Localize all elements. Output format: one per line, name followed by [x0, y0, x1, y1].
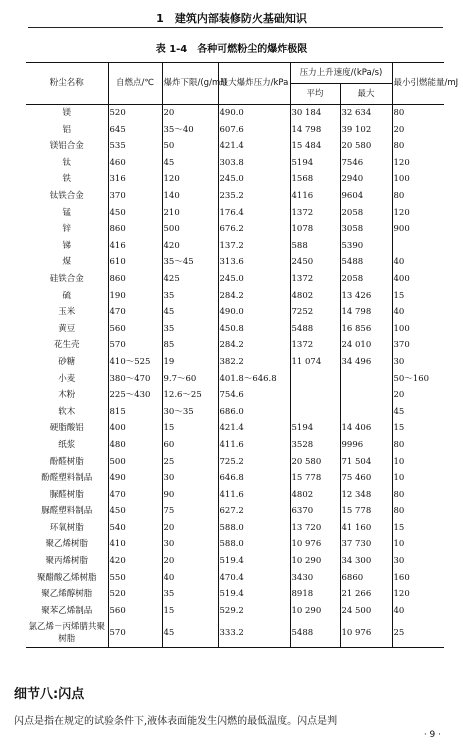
- table-row: [26, 205, 444, 222]
- cell-max: 7546: [340, 155, 392, 172]
- cell-avg: 4116: [290, 188, 340, 205]
- cell-ignition: 560: [108, 603, 162, 620]
- cell-pressure: 627.2: [218, 503, 290, 520]
- cell-lower: 40: [162, 570, 218, 587]
- cell-max: 5488: [340, 254, 392, 271]
- cell-pressure: 421.4: [218, 138, 290, 155]
- cell-max: 20 580: [340, 138, 392, 155]
- cell-avg: 5194: [290, 155, 340, 172]
- table-row: [26, 536, 444, 553]
- cell-energy: 20: [392, 387, 444, 404]
- cell-name: 纸浆: [58, 439, 76, 450]
- cell-lower: 45: [162, 155, 218, 172]
- cell-energy: 45: [392, 404, 444, 421]
- table-row: [26, 105, 444, 122]
- cell-max: 2058: [340, 205, 392, 222]
- table-row: [26, 221, 444, 238]
- table-row: [26, 387, 444, 404]
- cell-ignition: 540: [108, 520, 162, 537]
- cell-ignition: 520: [108, 586, 162, 603]
- cell-pressure: 490.0: [218, 105, 290, 122]
- cell-lower: 420: [162, 238, 218, 255]
- cell-avg: 10 976: [290, 536, 340, 553]
- cell-energy: 80: [392, 437, 444, 454]
- cell-max: 71 504: [340, 453, 392, 470]
- cell-pressure: 235.2: [218, 188, 290, 205]
- cell-max: 9604: [340, 188, 392, 205]
- cell-pressure: 754.6: [218, 387, 290, 404]
- cell-max: 24 500: [340, 603, 392, 620]
- cell-avg: 8918: [290, 586, 340, 603]
- table-row: [26, 570, 444, 587]
- col-header-rise-avg: 平均: [290, 84, 340, 105]
- cell-pressure: 588.0: [218, 536, 290, 553]
- table-row: [26, 138, 444, 155]
- cell-lower: 35～40: [162, 122, 218, 139]
- table-row: [26, 171, 444, 188]
- table-row: [26, 122, 444, 139]
- table-row: [26, 288, 444, 305]
- cell-lower: 19: [162, 354, 218, 371]
- table-row: [26, 420, 444, 437]
- cell-energy: 100: [392, 321, 444, 338]
- cell-lower: 140: [162, 188, 218, 205]
- table-row: [26, 371, 444, 388]
- cell-avg: 30 184: [290, 105, 340, 122]
- cell-avg: [290, 387, 340, 404]
- cell-lower: 60: [162, 437, 218, 454]
- table-row: [26, 586, 444, 603]
- col-header-rise-rate: 压力上升速度/(kPa/s): [290, 63, 392, 84]
- cell-max: 21 266: [340, 586, 392, 603]
- cell-max: 3058: [340, 221, 392, 238]
- cell-pressure: 646.8: [218, 470, 290, 487]
- cell-energy: 40: [392, 254, 444, 271]
- cell-max: 13 426: [340, 288, 392, 305]
- cell-max: 6860: [340, 570, 392, 587]
- cell-max: 14 798: [340, 304, 392, 321]
- cell-lower: 30～35: [162, 404, 218, 421]
- cell-avg: 7252: [290, 304, 340, 321]
- cell-ignition: 190: [108, 288, 162, 305]
- cell-name: 脲醛塑料制品: [41, 506, 93, 517]
- cell-ignition: 410～525: [108, 354, 162, 371]
- cell-lower: 50: [162, 138, 218, 155]
- cell-avg: 11 074: [290, 354, 340, 371]
- cell-max: 12 348: [340, 487, 392, 504]
- table-row: [26, 337, 444, 354]
- cell-pressure: 490.0: [218, 304, 290, 321]
- cell-name: 酚醛树脂: [49, 456, 84, 467]
- cell-max: 34 300: [340, 553, 392, 570]
- cell-ignition: 410: [108, 536, 162, 553]
- cell-energy: 10: [392, 470, 444, 487]
- section-title: 细节八:闪点: [14, 687, 85, 702]
- table-row: [26, 520, 444, 537]
- cell-avg: 10 290: [290, 603, 340, 620]
- cell-pressure: 607.6: [218, 122, 290, 139]
- cell-name: 锰: [62, 207, 71, 218]
- cell-pressure: 382.2: [218, 354, 290, 371]
- cell-avg: 13 720: [290, 520, 340, 537]
- cell-ignition: 500: [108, 453, 162, 470]
- cell-avg: 15 484: [290, 138, 340, 155]
- header-rule: [28, 27, 443, 28]
- cell-ignition: 480: [108, 437, 162, 454]
- cell-ignition: 610: [108, 254, 162, 271]
- cell-name: 钛: [62, 157, 71, 168]
- cell-lower: 35～45: [162, 254, 218, 271]
- cell-lower: 20: [162, 553, 218, 570]
- cell-ignition: 416: [108, 238, 162, 255]
- col-header-min-energy: 最小引燃能量/mJ: [392, 63, 444, 105]
- table-row: [26, 271, 444, 288]
- cell-avg: 588: [290, 238, 340, 255]
- cell-max: 2940: [340, 171, 392, 188]
- cell-energy: 370: [392, 337, 444, 354]
- cell-pressure: 725.2: [218, 453, 290, 470]
- cell-name: 脲醛树脂: [49, 489, 84, 500]
- cell-energy: 20: [392, 122, 444, 139]
- cell-energy: 15: [392, 420, 444, 437]
- body-paragraph: 闪点是指在规定的试验条件下,液体表面能发生闪燃的最低温度。闪点是判: [14, 716, 338, 727]
- cell-pressure: 519.4: [218, 586, 290, 603]
- cell-ignition: 535: [108, 138, 162, 155]
- cell-max: 9996: [340, 437, 392, 454]
- cell-ignition: 470: [108, 487, 162, 504]
- cell-ignition: 420: [108, 553, 162, 570]
- cell-pressure: 245.0: [218, 171, 290, 188]
- cell-ignition: 316: [108, 171, 162, 188]
- cell-energy: 80: [392, 503, 444, 520]
- col-header-lower-limit: 爆炸下限/(g/m³): [162, 63, 218, 105]
- cell-lower: 15: [162, 420, 218, 437]
- cell-pressure: 303.8: [218, 155, 290, 172]
- cell-name: 软木: [58, 406, 76, 417]
- cell-energy: 40: [392, 603, 444, 620]
- table-body: [26, 105, 444, 648]
- cell-energy: 30: [392, 354, 444, 371]
- cell-energy: 50～160: [392, 371, 444, 388]
- cell-pressure: 470.4: [218, 570, 290, 587]
- col-header-ignition: 自燃点/℃: [108, 63, 162, 105]
- dust-explosion-table: [26, 62, 459, 648]
- cell-avg: 14 798: [290, 122, 340, 139]
- cell-name: 铝: [62, 124, 71, 135]
- cell-energy: 30: [392, 553, 444, 570]
- cell-avg: 1372: [290, 271, 340, 288]
- cell-avg: 5488: [290, 321, 340, 338]
- cell-max: 32 634: [340, 105, 392, 122]
- col-header-name: 粉尘名称: [26, 63, 108, 105]
- cell-avg: [290, 371, 340, 388]
- cell-avg: 6370: [290, 503, 340, 520]
- cell-avg: 20 580: [290, 453, 340, 470]
- cell-lower: 210: [162, 205, 218, 222]
- cell-energy: 40: [392, 304, 444, 321]
- col-header-max-pressure: 最大爆炸压力/kPa: [218, 63, 290, 105]
- cell-name: 聚丙烯树脂: [45, 556, 88, 567]
- cell-ignition: 450: [108, 205, 162, 222]
- cell-max: 37 730: [340, 536, 392, 553]
- cell-ignition: 560: [108, 321, 162, 338]
- cell-avg: 10 290: [290, 553, 340, 570]
- col-header-rise-max: 最大: [340, 84, 392, 105]
- cell-ignition: 645: [108, 122, 162, 139]
- cell-pressure: 284.2: [218, 288, 290, 305]
- cell-lower: 25: [162, 453, 218, 470]
- cell-avg: 5488: [290, 619, 340, 648]
- cell-pressure: 137.2: [218, 238, 290, 255]
- cell-pressure: 686.0: [218, 404, 290, 421]
- table-row: [26, 437, 444, 454]
- cell-pressure: 450.8: [218, 321, 290, 338]
- cell-max: 34 496: [340, 354, 392, 371]
- cell-ignition: 520: [108, 105, 162, 122]
- cell-lower: 35: [162, 586, 218, 603]
- cell-energy: 80: [392, 487, 444, 504]
- table-row: [26, 321, 444, 338]
- cell-ignition: 460: [108, 155, 162, 172]
- cell-name: 锑: [62, 240, 71, 251]
- cell-avg: 2450: [290, 254, 340, 271]
- cell-name: 花生壳: [53, 340, 80, 351]
- cell-energy: 120: [392, 205, 444, 222]
- cell-max: [340, 371, 392, 388]
- cell-lower: 500: [162, 221, 218, 238]
- cell-lower: 75: [162, 503, 218, 520]
- table-row: [26, 603, 444, 620]
- cell-energy: 120: [392, 586, 444, 603]
- cell-pressure: 401.8～646.8: [218, 371, 290, 388]
- cell-lower: 9.7～60: [162, 371, 218, 388]
- cell-energy: 10: [392, 536, 444, 553]
- table-row: [26, 254, 444, 271]
- cell-name: 铁: [62, 174, 71, 185]
- cell-pressure: 313.6: [218, 254, 290, 271]
- cell-lower: 45: [162, 304, 218, 321]
- cell-max: 2058: [340, 271, 392, 288]
- cell-name: 聚醋酸乙烯树脂: [36, 572, 97, 583]
- cell-ignition: 380～470: [108, 371, 162, 388]
- cell-name: 煤: [62, 257, 71, 268]
- cell-ignition: 570: [108, 337, 162, 354]
- cell-avg: [290, 404, 340, 421]
- cell-pressure: 588.0: [218, 520, 290, 537]
- cell-ignition: 490: [108, 470, 162, 487]
- cell-pressure: 421.4: [218, 420, 290, 437]
- cell-pressure: 284.2: [218, 337, 290, 354]
- cell-pressure: 245.0: [218, 271, 290, 288]
- cell-energy: 160: [392, 570, 444, 587]
- cell-pressure: 676.2: [218, 221, 290, 238]
- cell-max: 5390: [340, 238, 392, 255]
- cell-energy: 80: [392, 105, 444, 122]
- table-row: [26, 155, 444, 172]
- cell-name: 钛铁合金: [49, 191, 84, 202]
- cell-max: [340, 387, 392, 404]
- cell-avg: 3528: [290, 437, 340, 454]
- cell-name: 聚乙烯树脂: [45, 539, 88, 550]
- cell-max: 14 406: [340, 420, 392, 437]
- cell-ignition: 370: [108, 188, 162, 205]
- cell-ignition: 570: [108, 619, 162, 648]
- table-row: [26, 188, 444, 205]
- cell-ignition: 450: [108, 503, 162, 520]
- cell-lower: 20: [162, 105, 218, 122]
- cell-lower: 425: [162, 271, 218, 288]
- cell-name: 硬脂酸铝: [49, 423, 84, 434]
- cell-pressure: 411.6: [218, 437, 290, 454]
- page-number: · 9 ·: [423, 730, 441, 740]
- cell-energy: [392, 238, 444, 255]
- cell-avg: 1568: [290, 171, 340, 188]
- cell-avg: 5194: [290, 420, 340, 437]
- cell-max: [340, 404, 392, 421]
- cell-name: 砂糖: [58, 356, 76, 367]
- cell-avg: 4802: [290, 288, 340, 305]
- cell-pressure: 519.4: [218, 553, 290, 570]
- cell-ignition: 550: [108, 570, 162, 587]
- cell-name: 硫: [62, 290, 71, 301]
- cell-energy: 25: [392, 619, 444, 648]
- cell-max: 15 778: [340, 503, 392, 520]
- cell-lower: 35: [162, 288, 218, 305]
- cell-ignition: 225～430: [108, 387, 162, 404]
- cell-name: 酚醛塑料制品: [41, 473, 93, 484]
- cell-pressure: 176.4: [218, 205, 290, 222]
- table-row: [26, 238, 444, 255]
- cell-energy: 100: [392, 171, 444, 188]
- cell-pressure: 529.2: [218, 603, 290, 620]
- cell-max: 41 160: [340, 520, 392, 537]
- table-row: [26, 503, 444, 520]
- table-row: [26, 470, 444, 487]
- cell-lower: 85: [162, 337, 218, 354]
- cell-name: 环氧树脂: [49, 522, 84, 533]
- cell-avg: 1078: [290, 221, 340, 238]
- table-row: [26, 453, 444, 470]
- cell-lower: 90: [162, 487, 218, 504]
- cell-name: 氯乙烯－丙烯腈共聚树脂: [26, 619, 108, 648]
- cell-name: 玉米: [58, 307, 76, 318]
- cell-name: 聚乙烯醇树脂: [41, 589, 93, 600]
- running-header: 1 建筑内部装修防火基础知识: [156, 12, 307, 25]
- table-row: [26, 354, 444, 371]
- table-row: [26, 619, 444, 648]
- cell-energy: 900: [392, 221, 444, 238]
- cell-max: 39 102: [340, 122, 392, 139]
- cell-max: 16 856: [340, 321, 392, 338]
- cell-avg: 1372: [290, 337, 340, 354]
- cell-name: 小麦: [58, 373, 76, 384]
- cell-lower: 30: [162, 536, 218, 553]
- table-row: [26, 553, 444, 570]
- cell-ignition: 860: [108, 271, 162, 288]
- cell-energy: 400: [392, 271, 444, 288]
- table-row: [26, 404, 444, 421]
- table-row: [26, 304, 444, 321]
- cell-name: 镁铝合金: [49, 141, 84, 152]
- cell-name: 镁: [62, 108, 71, 119]
- cell-max: 75 460: [340, 470, 392, 487]
- cell-max: 10 976: [340, 619, 392, 648]
- cell-max: 24 010: [340, 337, 392, 354]
- cell-lower: 35: [162, 321, 218, 338]
- cell-ignition: 400: [108, 420, 162, 437]
- table-title: 表 1-4 各种可燃粉尘的爆炸极限: [155, 44, 308, 55]
- cell-ignition: 470: [108, 304, 162, 321]
- cell-lower: 12.6～25: [162, 387, 218, 404]
- cell-name: 锌: [62, 224, 71, 235]
- cell-avg: 4802: [290, 487, 340, 504]
- cell-energy: 80: [392, 188, 444, 205]
- cell-avg: 3430: [290, 570, 340, 587]
- cell-name: 黄豆: [58, 323, 76, 334]
- cell-avg: 15 778: [290, 470, 340, 487]
- cell-energy: 15: [392, 288, 444, 305]
- table-row: [26, 487, 444, 504]
- cell-pressure: 333.2: [218, 619, 290, 648]
- cell-name: 木粉: [58, 390, 76, 401]
- cell-ignition: 860: [108, 221, 162, 238]
- cell-energy: 120: [392, 155, 444, 172]
- cell-lower: 15: [162, 603, 218, 620]
- cell-ignition: 815: [108, 404, 162, 421]
- cell-pressure: 411.6: [218, 487, 290, 504]
- cell-lower: 20: [162, 520, 218, 537]
- cell-name: 硅铁合金: [49, 273, 84, 284]
- cell-name: 聚苯乙烯制品: [41, 605, 93, 616]
- cell-avg: 1372: [290, 205, 340, 222]
- cell-lower: 120: [162, 171, 218, 188]
- cell-energy: 10: [392, 453, 444, 470]
- cell-lower: 30: [162, 470, 218, 487]
- cell-energy: 15: [392, 520, 444, 537]
- cell-energy: 80: [392, 138, 444, 155]
- cell-lower: 45: [162, 619, 218, 648]
